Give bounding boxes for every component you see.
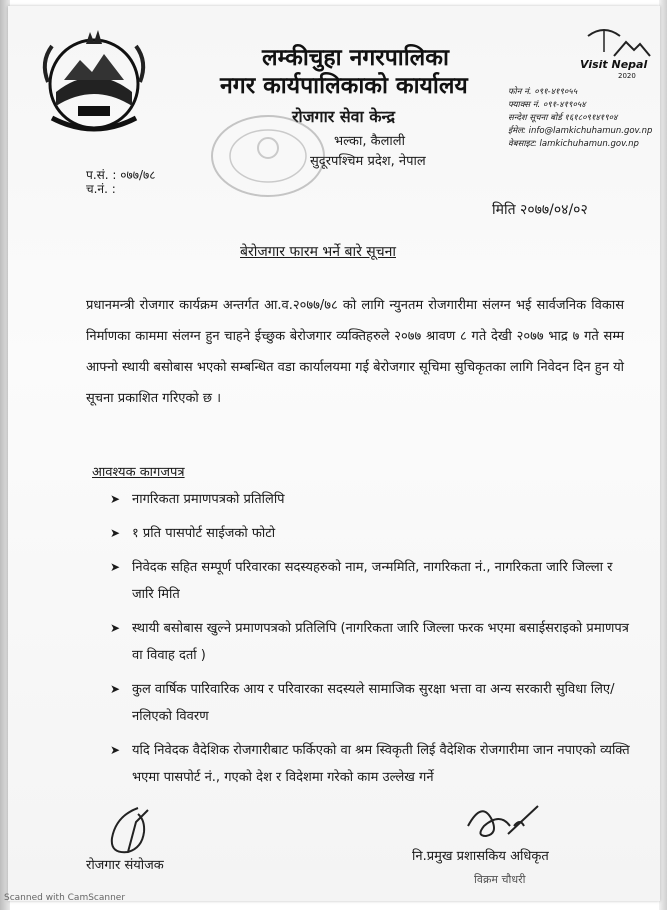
contact-website: वेबसाइट: lamkichuhamun.gov.np xyxy=(508,139,639,149)
list-item-text: कुल वार्षिक पारिवारिक आय र परिवारका सदस्यले सामाजिक सुरक्षा भत्ता वा अन्य सरकारी सुविधा लिए/नलिएको विवरण xyxy=(132,682,615,724)
scanner-watermark: Scanned with CamScanner xyxy=(4,893,126,903)
reference-block xyxy=(86,168,155,196)
list-item-text: निवेदक सहित सम्पूर्ण परिवारका सदस्यहरुको नाम, जन्ममिति, नागरिकता नं., नागरिकता जारि जिल्ला र जारि मिति xyxy=(132,560,613,602)
officer-name: विक्रम चौधरी xyxy=(474,873,526,886)
address-line2: सुदूरपश्चिम प्रदेश, नेपाल xyxy=(310,154,426,169)
list-item-text: यदि निवेदक वैदेशिक रोजगारीबाट फर्किएको वा श्रम स्विकृती लिई वैदेशिक रोजगारीमा जान नपाएको व्यक्ति भएमा पासपोर्ट नं., गएको देश र विदेशमा गरेको काम उल्लेख गर्ने xyxy=(132,743,630,785)
list-item-text: नागरिकता प्रमाणपत्रको प्रतिलिपि xyxy=(132,492,285,507)
org-name-line2: नगर कार्यपालिकाको कार्यालय xyxy=(220,73,468,99)
coordinator-signature xyxy=(98,802,168,862)
municipality-emblem-icon xyxy=(34,22,154,140)
officer-label: नि.प्रमुख प्रशासकिय अधिकृत xyxy=(412,849,549,864)
list-item-text: १ प्रति पासपोर्ट साईजको फोटो xyxy=(132,526,276,541)
arrow-bullet-icon: ➤ xyxy=(110,526,121,540)
requirements-title: आवश्यक कागजपत्र xyxy=(92,465,185,480)
arrow-bullet-icon: ➤ xyxy=(110,560,121,574)
requirements-list xyxy=(110,486,630,798)
arrow-bullet-icon: ➤ xyxy=(110,743,121,757)
list-item-text: स्थायी बसोबास खुल्ने प्रमाणपत्रको प्रतिलिपि (नागरिकता जारि जिल्ला फरक भएमा बसाईसराइको प्रमाणपत्र वा विवाह दर्ता ) xyxy=(132,621,629,663)
org-name-line1: लम्कीचुहा नगरपालिका xyxy=(262,45,449,71)
list-item xyxy=(110,554,630,608)
visit-nepal-logo xyxy=(574,22,652,80)
list-item xyxy=(110,615,630,669)
arrow-bullet-icon: ➤ xyxy=(110,621,121,635)
list-item xyxy=(110,486,630,513)
paper-right-edge xyxy=(659,0,667,910)
svg-text:Visit Nepal: Visit Nepal xyxy=(580,58,648,71)
notice-date: मिति २०७७/०४/०२ xyxy=(492,202,588,218)
coordinator-label: रोजगार संयोजक xyxy=(86,858,164,873)
office-stamp-icon xyxy=(208,112,328,200)
list-item xyxy=(110,520,630,547)
list-item xyxy=(110,676,630,730)
contact-block xyxy=(508,86,652,151)
officer-signature xyxy=(462,796,542,848)
contact-fax: फ्याक्स नं. ०९१-४१९०५४ xyxy=(508,100,586,110)
contact-phone: फोन नं. ०९१-४१९०५५ xyxy=(508,87,578,97)
arrow-bullet-icon: ➤ xyxy=(110,682,121,696)
notice-body: प्रधानमन्त्री रोजगार कार्यक्रम अन्तर्गत आ.व.२०७७/७८ को लागि न्युनतम रोजगारीमा संलग्न भई सार्वजनिक विकास निर्माणका काममा संलग्न हुन चाहने ईच्छुक बेरोजगार व्यक्तिहरुले २०७७ श्रावण ८ गते देखी २०७७ भाद्र ७ गते सम्म आफ्नो स्थायी बसोबास भएको सम्बन्धित वडा कार्यालयमा गई बेरोजगार सूचिमा सुचिकृतका लागि निवेदन दिन हुन यो सूचना प्रकाशित गरिएको छ । xyxy=(86,298,624,406)
contact-email: ईमेल: info@lamkichuhamun.gov.np xyxy=(508,126,653,136)
address-line1: भल्का, कैलाली xyxy=(334,134,405,149)
dispatch-number: च.नं. : xyxy=(86,182,116,196)
service-center-name: रोजगार सेवा केन्द्र xyxy=(292,107,395,126)
arrow-bullet-icon: ➤ xyxy=(110,492,121,506)
svg-text:2020: 2020 xyxy=(618,72,636,80)
list-item xyxy=(110,737,630,791)
letter-number: प.सं. : ०७७/७८ xyxy=(86,168,156,182)
notice-subject: बेरोजगार फारम भर्ने बारे सूचना xyxy=(240,244,396,260)
contact-sms-board: सन्देश सूचना बोर्ड १६१८०९१४१९०४ xyxy=(508,113,618,123)
